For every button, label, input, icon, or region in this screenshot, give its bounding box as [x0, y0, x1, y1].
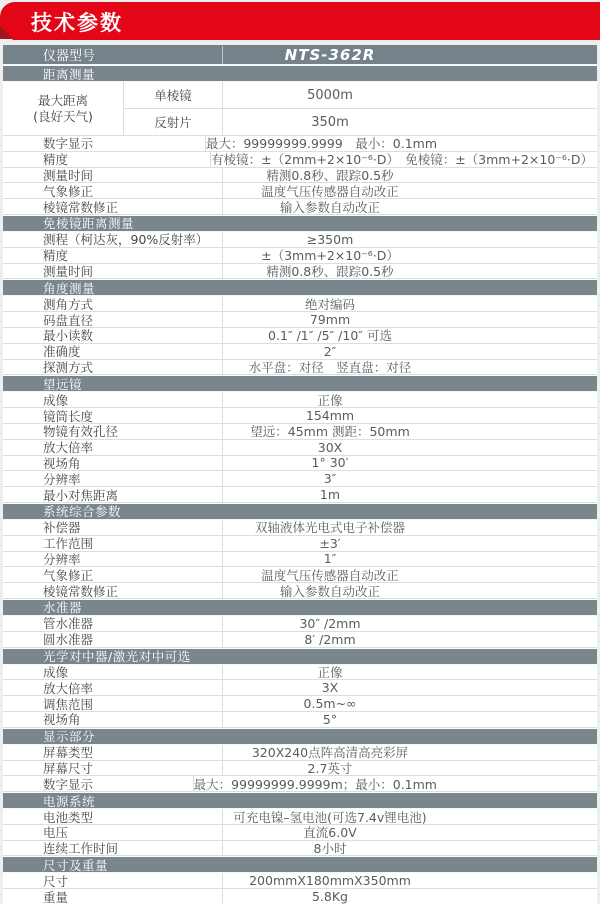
spec-value: 0.1″ /1″ /5″ /10″ 可选 [222, 328, 597, 343]
spec-label: 棱镜常数修正 [43, 199, 119, 215]
spec-label: 测程（柯达灰，90%反射率） [43, 232, 209, 248]
spec-value: 温度气压传感器自动改正 [222, 567, 597, 582]
spec-value: 30X [222, 440, 597, 455]
spec-value: 8′ /2mm [222, 632, 597, 647]
spec-value: 30″ /2mm [222, 616, 597, 631]
spec-row [3, 487, 597, 503]
section-title: 距离测量 [43, 66, 96, 82]
spec-value: 154mm [222, 408, 597, 423]
section-title: 望远镜 [43, 376, 83, 392]
model-value: NTS-362R [222, 46, 597, 64]
spec-value: 8小时 [222, 841, 597, 856]
spec-value: 3″ [222, 471, 597, 486]
spec-label: 分辨率 [43, 471, 81, 487]
spec-value: 1° 30′ [222, 456, 597, 471]
spec-label: 屏幕类型 [43, 745, 94, 761]
spec-value: 5° [222, 712, 597, 727]
spec-label: 电压 [43, 825, 69, 841]
spec-value: ±3′ [222, 536, 597, 551]
spec-row [3, 889, 597, 904]
spec-value: 1″ [222, 552, 597, 567]
spec-label: 成像 [43, 392, 69, 408]
page-title: 技术参数 [31, 11, 123, 35]
max-distance-row [3, 82, 597, 136]
spec-value: 直流6.0V [222, 825, 597, 840]
spec-rows-container [3, 65, 597, 904]
spec-label: 数字显示 [43, 776, 94, 792]
section-header [3, 65, 597, 82]
spec-label: 管水准器 [43, 616, 94, 632]
section-title: 电源系统 [43, 793, 96, 809]
spec-label: 气象修正 [43, 183, 94, 199]
spec-value: 可充电镍–氢电池(可选7.4v锂电池) [222, 809, 597, 824]
spec-value: 输入参数自动改正 [222, 583, 597, 598]
model-label: 仪器型号 [43, 49, 96, 64]
spec-value: ≥350m [222, 232, 597, 247]
spec-value: 正像 [222, 665, 597, 680]
spec-label: 视场角 [43, 712, 81, 728]
spec-label: 圆水准器 [43, 632, 94, 648]
spec-label: 测量时间 [43, 168, 94, 183]
max-distance-label-line1: 最大距离 [37, 92, 88, 108]
spec-label: 码盘直径 [43, 312, 94, 328]
spec-label: 补偿器 [43, 520, 81, 536]
spec-label: 气象修正 [43, 567, 94, 583]
spec-row [3, 712, 597, 728]
section-title: 系统综合参数 [43, 504, 122, 520]
spec-row [3, 264, 597, 280]
subrow-value: 350m [222, 109, 597, 135]
spec-row [3, 360, 597, 376]
spec-table [3, 45, 597, 904]
spec-value: 精测0.8秒、跟踪0.5秒 [222, 264, 597, 279]
spec-label: 镜筒长度 [43, 408, 94, 424]
spec-value: 输入参数自动改正 [222, 199, 597, 214]
spec-label: 工作范围 [43, 536, 94, 552]
spec-label: 探测方式 [43, 359, 94, 375]
max-distance-subrow-prism [123, 82, 597, 108]
spec-row [3, 199, 597, 215]
spec-value: 最大：99999999.9999m；最小：0.1mm [193, 776, 597, 791]
spec-label: 屏幕尺寸 [43, 760, 94, 776]
section-title: 光学对中器/激光对中可选 [43, 649, 191, 665]
spec-label: 测角方式 [43, 296, 94, 312]
spec-row [3, 632, 597, 648]
spec-label: 尺寸 [43, 873, 69, 889]
spec-row [3, 583, 597, 599]
spec-value: 1m [222, 487, 597, 502]
spec-value: 水平盘：对径 竖直盘：对径 [222, 360, 597, 375]
section-title: 显示部分 [43, 729, 96, 745]
subrow-key: 单棱镜 [123, 82, 222, 108]
spec-label: 精度 [43, 248, 69, 264]
section-title: 水准器 [43, 600, 83, 616]
spec-value: 200mmX180mmX350mm [222, 873, 597, 888]
spec-value: 正像 [222, 392, 597, 407]
spec-label: 调焦范围 [43, 696, 94, 712]
spec-label: 最小对焦距离 [43, 487, 119, 503]
spec-label: 分辨率 [43, 551, 81, 567]
model-row [3, 45, 597, 65]
max-distance-label [3, 82, 123, 135]
spec-value: 望远：45mm 测距：50mm [222, 424, 597, 439]
spec-value: 3X [222, 680, 597, 695]
spec-value: ±（3mm+2×10⁻⁶·D） [222, 248, 597, 263]
spec-value: 绝对编码 [222, 296, 597, 311]
max-distance-subrows [123, 82, 597, 135]
page-banner [0, 0, 600, 40]
spec-value: 精测0.8秒、跟踪0.5秒 [222, 168, 597, 183]
spec-value: 2.7英寸 [222, 761, 597, 776]
spec-value: 温度气压传感器自动改正 [222, 183, 597, 198]
spec-value: 79mm [222, 312, 597, 327]
spec-label: 准确度 [43, 344, 81, 360]
spec-label: 连续工作时间 [43, 841, 119, 857]
section-title: 角度测量 [43, 280, 96, 296]
spec-row [3, 841, 597, 857]
spec-value: 0.5m~∞ [222, 696, 597, 711]
spec-label: 放大倍率 [43, 680, 94, 696]
spec-value: 2″ [222, 344, 597, 359]
spec-label: 放大倍率 [43, 440, 94, 456]
spec-label: 重量 [43, 889, 69, 904]
max-distance-label-line2: (良好天气) [33, 108, 93, 124]
subrow-value: 5000m [222, 82, 597, 108]
spec-value: 双轴液体光电式电子补偿器 [222, 520, 597, 535]
section-title: 免棱镜距离测量 [43, 216, 135, 232]
spec-label: 测量时间 [43, 263, 94, 279]
spec-label: 精度 [43, 152, 69, 168]
spec-value: 320X240点阵高清高亮彩屏 [222, 745, 597, 760]
max-distance-subrow-sheet [123, 108, 597, 135]
spec-label: 成像 [43, 664, 69, 680]
spec-value: 5.8Kg [222, 889, 597, 904]
subrow-key: 反射片 [123, 109, 222, 135]
spec-value: 有棱镜：±（2mm+2×10⁻⁶·D） 免棱镜：±（3mm+2×10⁻⁶·D） [210, 152, 597, 167]
spec-label: 棱镜常数修正 [43, 583, 119, 599]
spec-label: 物镜有效孔径 [43, 424, 119, 440]
section-title: 尺寸及重量 [43, 857, 109, 873]
spec-label: 最小读数 [43, 328, 94, 344]
spec-label: 视场角 [43, 455, 81, 471]
spec-value: 最大：99999999.9999 最小：0.1mm [205, 136, 597, 151]
spec-label: 电池类型 [43, 809, 94, 825]
spec-label: 数字显示 [43, 136, 94, 152]
spec-row [3, 776, 597, 792]
